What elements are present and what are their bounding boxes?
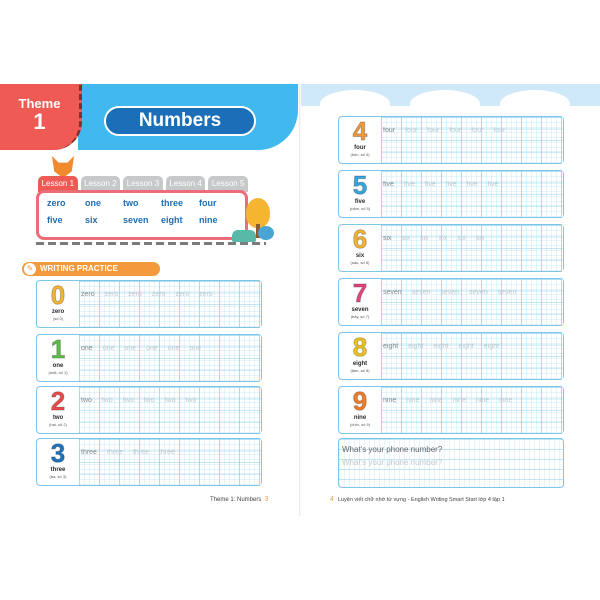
vocab-word: five bbox=[47, 215, 63, 225]
number-translation: (chín, số 9) bbox=[349, 422, 370, 427]
handwriting-grid[interactable] bbox=[79, 387, 261, 433]
trace-words bbox=[81, 345, 261, 352]
trace-word: three bbox=[158, 449, 175, 456]
trace-word: four bbox=[427, 127, 440, 134]
trace-word: two bbox=[122, 397, 134, 404]
number-word: zero bbox=[51, 309, 65, 315]
number-digit: 2 bbox=[50, 386, 66, 416]
road-divider bbox=[36, 242, 266, 245]
theme-badge bbox=[0, 84, 82, 150]
footer-right bbox=[330, 496, 505, 503]
practice-row-eight bbox=[338, 332, 564, 380]
trace-word: four bbox=[493, 127, 506, 134]
trace-word: six bbox=[420, 235, 429, 242]
number-cell bbox=[339, 117, 381, 163]
trace-word: three bbox=[81, 449, 97, 456]
number-translation: (bảy, số 7) bbox=[350, 314, 370, 319]
vocab-row bbox=[47, 198, 237, 215]
number-cell bbox=[339, 333, 381, 379]
handwriting-grid[interactable] bbox=[381, 387, 563, 433]
number-translation: (năm, số 5) bbox=[349, 206, 371, 211]
vocab-word: three bbox=[161, 198, 184, 208]
number-translation: (bốn, số 4) bbox=[350, 152, 370, 157]
number-cell bbox=[339, 171, 381, 217]
trace-word: two bbox=[81, 397, 92, 404]
trace-word: two bbox=[164, 397, 176, 404]
number-cell bbox=[339, 225, 381, 271]
trace-word: one bbox=[124, 345, 137, 352]
cloud-shape bbox=[320, 90, 390, 118]
trace-words bbox=[383, 397, 563, 404]
vocabulary-card bbox=[36, 190, 248, 240]
trace-word: five bbox=[487, 181, 499, 188]
trace-word: nine bbox=[429, 397, 443, 404]
page-title: Numbers bbox=[104, 106, 256, 136]
trace-word: eight bbox=[433, 343, 449, 350]
header-band-right bbox=[300, 84, 600, 106]
trace-words bbox=[81, 397, 261, 404]
trace-word: five bbox=[466, 181, 478, 188]
handwriting-grid[interactable] bbox=[381, 117, 563, 163]
trace-words bbox=[383, 235, 563, 242]
car-icon bbox=[232, 230, 256, 242]
number-cell bbox=[37, 439, 79, 485]
trace-word: eight bbox=[458, 343, 474, 350]
trace-word: two bbox=[143, 397, 155, 404]
bush-icon bbox=[258, 226, 274, 240]
vocab-word: six bbox=[85, 215, 98, 225]
phone-number-row bbox=[338, 438, 564, 488]
number-translation: (sáu, số 6) bbox=[350, 260, 370, 265]
number-word: nine bbox=[353, 415, 367, 421]
trace-word: nine bbox=[475, 397, 490, 404]
handwriting-grid[interactable] bbox=[381, 279, 563, 325]
number-translation: (hai, số 2) bbox=[49, 422, 67, 427]
trace-word: four bbox=[449, 127, 462, 134]
trace-word: five bbox=[445, 181, 457, 188]
number-digit: 5 bbox=[352, 170, 368, 200]
trace-words bbox=[81, 449, 261, 456]
trace-word: six bbox=[457, 235, 466, 242]
number-cell bbox=[37, 387, 79, 433]
trace-word: one bbox=[81, 345, 93, 352]
handwriting-grid[interactable] bbox=[381, 333, 563, 379]
phone-question: What's your phone number? bbox=[342, 445, 443, 454]
writing-practice-label: WRITING PRACTICE bbox=[40, 264, 118, 273]
trace-word: seven bbox=[383, 289, 402, 296]
practice-row-two bbox=[36, 386, 262, 434]
trace-word: one bbox=[167, 345, 180, 352]
number-cell bbox=[339, 279, 381, 325]
trace-word: eight bbox=[408, 343, 424, 350]
number-cell bbox=[339, 387, 381, 433]
theme-label: Theme bbox=[18, 96, 61, 111]
cloud-shape bbox=[500, 90, 570, 118]
trace-word: four bbox=[383, 127, 396, 134]
trace-word: six bbox=[438, 235, 448, 242]
trace-word: one bbox=[146, 345, 158, 352]
handwriting-grid[interactable] bbox=[381, 225, 563, 271]
number-translation: (tám, số 8) bbox=[350, 368, 370, 373]
footer-left bbox=[210, 496, 268, 503]
trace-word: zero bbox=[81, 291, 95, 298]
trace-word: five bbox=[383, 181, 394, 188]
trace-words bbox=[383, 289, 563, 296]
trace-word: eight bbox=[483, 343, 499, 350]
page-number-left: 3 bbox=[264, 496, 269, 503]
trace-words bbox=[383, 343, 563, 350]
practice-row-four bbox=[338, 116, 564, 164]
trace-word: zero bbox=[151, 291, 166, 298]
workbook-spread bbox=[0, 84, 600, 516]
trace-word: one bbox=[102, 345, 115, 352]
trace-word: two bbox=[185, 397, 197, 404]
number-word: three bbox=[50, 467, 66, 473]
handwriting-grid[interactable] bbox=[79, 439, 261, 485]
number-translation: (một, số 1) bbox=[48, 370, 68, 375]
pencil-icon: ✎ bbox=[24, 263, 36, 275]
practice-row-zero bbox=[36, 280, 262, 328]
trace-word: three bbox=[132, 449, 149, 456]
phone-trace-text[interactable]: What's your phone number? bbox=[342, 458, 443, 467]
handwriting-grid[interactable] bbox=[381, 171, 563, 217]
trace-word: seven bbox=[440, 289, 460, 296]
writing-practice-banner bbox=[22, 262, 160, 276]
number-translation: (số 0) bbox=[52, 316, 64, 321]
handwriting-grid[interactable] bbox=[79, 281, 261, 327]
number-digit: 4 bbox=[352, 116, 368, 146]
practice-row-seven bbox=[338, 278, 564, 326]
trace-word: eight bbox=[383, 343, 399, 350]
number-word: five bbox=[354, 199, 366, 205]
number-word: one bbox=[52, 363, 64, 369]
practice-row-nine bbox=[338, 386, 564, 434]
number-word: seven bbox=[351, 307, 369, 313]
vocab-word: two bbox=[123, 198, 139, 208]
number-digit: 3 bbox=[50, 438, 66, 468]
vocab-word: seven bbox=[123, 215, 149, 225]
tab-lesson-3[interactable]: Lesson 3 bbox=[123, 176, 163, 192]
trace-words bbox=[383, 181, 563, 188]
vocab-word: nine bbox=[199, 215, 218, 225]
trace-word: seven bbox=[469, 289, 488, 296]
number-digit: 8 bbox=[352, 332, 368, 362]
tab-lesson-1[interactable]: Lesson 1 bbox=[38, 176, 78, 192]
vocab-word: one bbox=[85, 198, 102, 208]
trace-word: six bbox=[401, 235, 411, 242]
vocab-row bbox=[47, 215, 237, 232]
practice-row-five bbox=[338, 170, 564, 218]
practice-row-one bbox=[36, 334, 262, 382]
trace-word: four bbox=[405, 127, 418, 134]
number-word: four bbox=[354, 145, 366, 151]
trace-word: three bbox=[106, 449, 123, 456]
trace-word: four bbox=[471, 127, 484, 134]
cloud-shape bbox=[410, 90, 480, 118]
trace-word: zero bbox=[199, 291, 213, 298]
trace-words bbox=[81, 291, 261, 298]
vocab-word: zero bbox=[47, 198, 66, 208]
tab-lesson-5[interactable]: Lesson 5 bbox=[208, 176, 248, 192]
trace-word: nine bbox=[499, 397, 513, 404]
trace-word: six bbox=[383, 235, 392, 242]
trace-word: seven bbox=[411, 289, 431, 296]
fox-mascot-icon bbox=[52, 156, 74, 178]
practice-row-three bbox=[36, 438, 262, 486]
trace-word: nine bbox=[406, 397, 420, 404]
page-number-right: 4 bbox=[330, 496, 334, 503]
trace-word: five bbox=[424, 181, 436, 188]
number-digit: 0 bbox=[50, 280, 66, 310]
trace-word: seven bbox=[497, 289, 517, 296]
tab-lesson-4[interactable]: Lesson 4 bbox=[166, 176, 206, 192]
footer-left-text: Theme 1: Numbers bbox=[210, 497, 262, 503]
number-digit: 6 bbox=[352, 224, 368, 254]
number-cell bbox=[37, 335, 79, 381]
trace-words bbox=[383, 127, 563, 134]
trace-word: two bbox=[101, 397, 113, 404]
number-word: two bbox=[52, 415, 64, 421]
page-gutter bbox=[299, 84, 301, 516]
trace-word: one bbox=[189, 345, 202, 352]
trace-word: six bbox=[475, 235, 485, 242]
number-word: eight bbox=[352, 361, 368, 367]
trace-word: five bbox=[403, 181, 415, 188]
trace-word: zero bbox=[175, 291, 190, 298]
trace-word: zero bbox=[128, 291, 142, 298]
number-digit: 1 bbox=[50, 334, 66, 364]
trace-word: zero bbox=[104, 291, 119, 298]
footer-right-text: Luyện viết chữ nhớ từ vựng - English Writing Smart Start lớp 4 tập 1 bbox=[337, 497, 505, 503]
handwriting-grid[interactable] bbox=[79, 335, 261, 381]
number-cell bbox=[37, 281, 79, 327]
number-word: six bbox=[355, 253, 365, 259]
theme-number: 1 bbox=[33, 109, 46, 134]
practice-row-six bbox=[338, 224, 564, 272]
trace-word: nine bbox=[383, 397, 397, 404]
vocab-word: eight bbox=[161, 215, 183, 225]
number-digit: 7 bbox=[352, 278, 368, 308]
trace-word: nine bbox=[452, 397, 466, 404]
number-translation: (ba, số 3) bbox=[49, 474, 67, 479]
vocab-word: four bbox=[199, 198, 217, 208]
tab-lesson-2[interactable]: Lesson 2 bbox=[81, 176, 121, 192]
number-digit: 9 bbox=[352, 386, 368, 416]
